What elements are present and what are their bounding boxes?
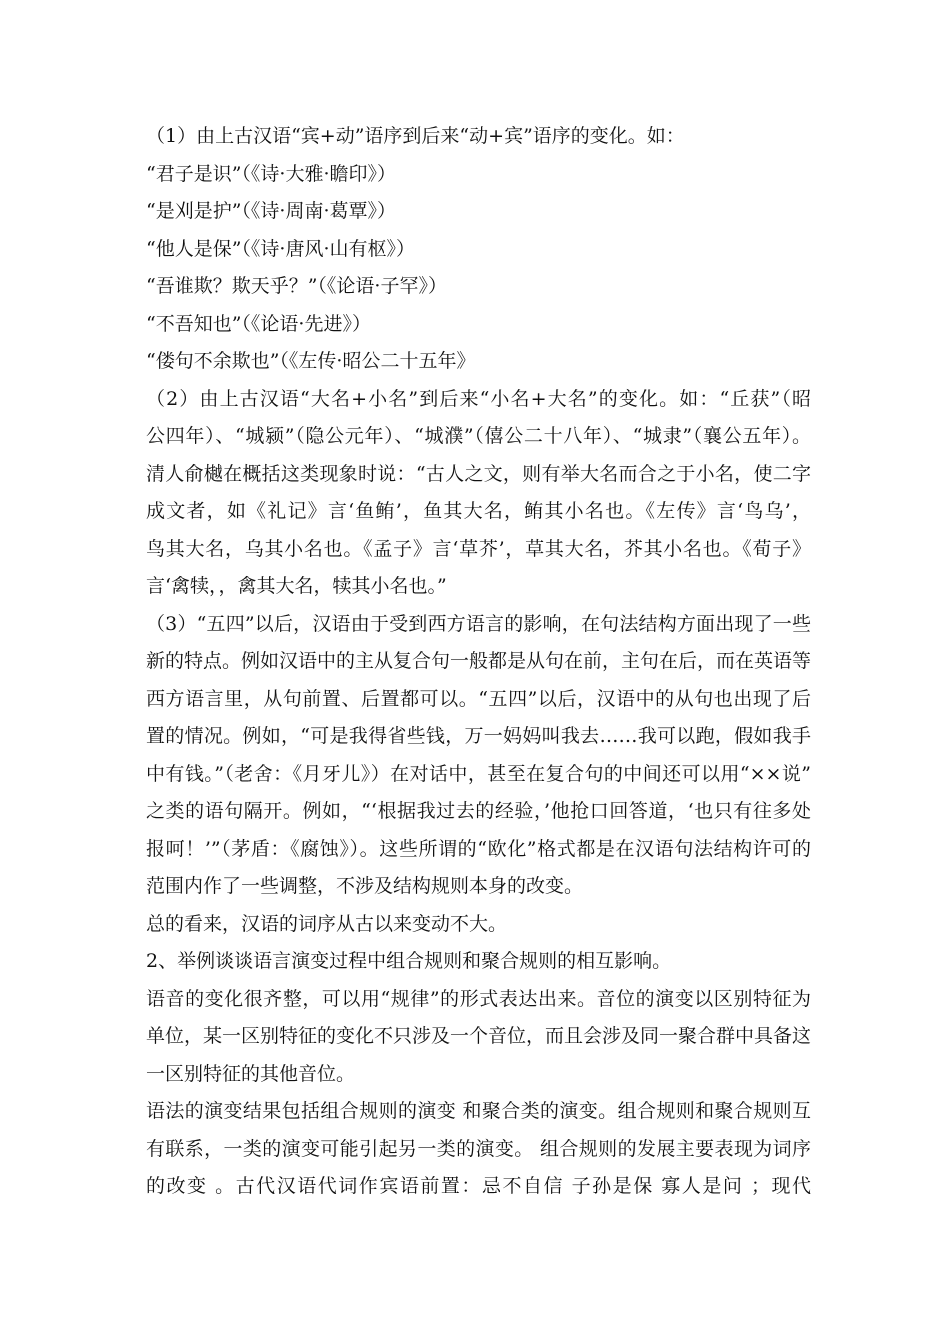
text-line: “不吾知也”（《论语·先进》） [146,312,371,335]
text-line: 置的情况。例如，“可是我得省些钱，万一妈妈叫我去……我可以跑，假如我手 [146,725,811,747]
text-line: 报呵！’”（茅盾：《腐蚀》）。这些所谓的“欧化”格式都是在汉语句法结构许可的 [146,837,811,860]
text-line: （1）由上古汉语“宾+动”语序到后来“动+宾”语序的变化。如： [146,125,685,147]
text-line: “偻句不余欺也”（《左传·昭公二十五年》 [146,350,476,372]
text-line: 语音的变化很齐整，可以用“规律”的形式表达出来。音位的演变以区别特征为 [146,987,811,1010]
text-line: （2）由上古汉语“大名+小名”到后来“小名+大名”的变化。如：“丘获”（昭 [146,387,811,410]
text-line: 一区别特征的其他音位。 [146,1062,356,1085]
text-line: 新的特点。例如汉语中的主从复合句一般都是从句在前，主句在后，而在英语等 [146,650,811,672]
text-line: 清人俞樾在概括这类现象时说：“古人之文，则有举大名而合之于小名，使二字 [146,462,811,485]
text-line: 西方语言里，从句前置、后置都可以。“五四”以后，汉语中的从句也出现了后 [146,687,811,710]
text-line: “吾谁欺？欺天乎？”（《论语·子罕》） [146,275,447,297]
document-body [146,118,811,1206]
text-line: “他人是保”（《诗·唐风·山有枢》） [146,237,416,260]
text-line: 总的看来，汉语的词序从古以来变动不大。 [146,912,508,935]
text-line: 语法的演变结果包括组合规则的演变 和聚合类的演变。组合规则和聚合规则互 [146,1100,811,1122]
text-line: （3）“五四”以后，汉语由于受到西方语言的影响，在句法结构方面出现了一些 [146,612,811,635]
text-line: 2、举例谈谈语言演变过程中组合规则和聚合规则的相互影响。 [146,950,672,972]
text-line: 成文者，如《礼记》言‘鱼鲔’，鱼其大名，鲔其小名也。《左传》言‘鸟乌’， [146,500,811,522]
text-line: 鸟其大名，乌其小名也。《孟子》言‘草芥’，草其大名，芥其小名也。《荀子》 [146,537,811,560]
text-line: 范围内作了一些调整，不涉及结构规则本身的改变。 [146,875,584,897]
text-line: 言‘禽犊，，禽其大名，犊其小名也。” [146,575,447,597]
text-line: 之类的语句隔开。例如，“‘根据我过去的经验，’他抢口回答道，‘也只有往多处 [146,800,811,822]
text-line: “君子是识”（《诗·大雅·瞻印》） [146,162,397,185]
text-line: 有联系，一类的演变可能引起另一类的演变。 组合规则的发展主要表现为词序 [146,1137,811,1160]
text-line: 中有钱。”（老舍：《月牙儿》）在对话中，甚至在复合句的中间还可以用“××说” [146,762,811,785]
text-line: “是刈是护”（《诗·周南·葛覃》） [146,200,397,222]
text-line: 单位，某一区别特征的变化不只涉及一个音位，而且会涉及同一聚合群中具备这 [146,1025,811,1047]
text-line: 的改变 。古代汉语代词作宾语前置：忌不自信 子孙是保 寡人是问 ；现代 [146,1175,811,1197]
text-line: 公四年）、“城颍”（隐公元年）、“城濮”（僖公二十八年）、“城隶”（襄公五年）。 [146,425,811,447]
